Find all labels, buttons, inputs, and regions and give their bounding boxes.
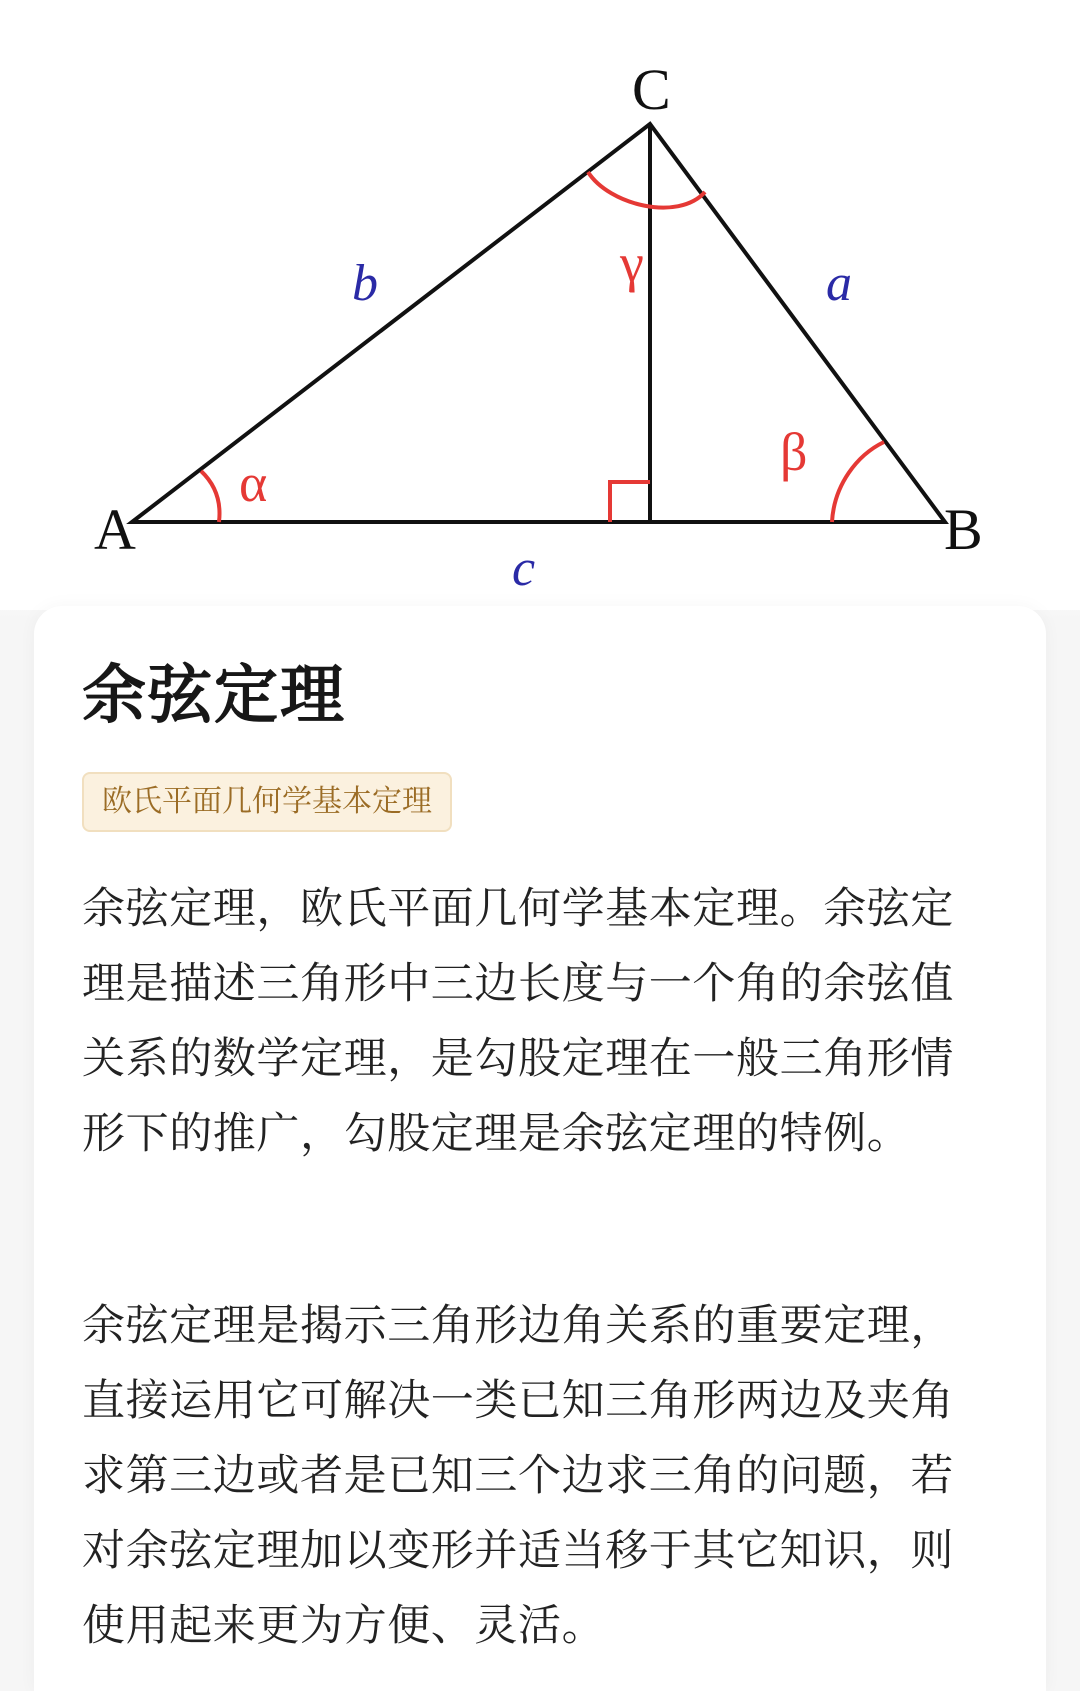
right-angle-mark (610, 482, 650, 522)
page-title: 余弦定理 (82, 659, 346, 733)
angle-alpha-label: α (239, 453, 268, 513)
side-b-label: b (352, 255, 378, 312)
vertex-a-label: A (94, 497, 136, 562)
article-paragraph-2: 余弦定理是揭示三角形边角关系的重要定理，直接运用它可解决一类已知三角形两边及夹角求第三边或者是已知三个边求三角的问题，若对余弦定理加以变形并适当移于其它知识，则使用起来更为方便、灵活。 (82, 1301, 954, 1651)
triangle-diagram-container (0, 0, 1080, 610)
article-card (34, 606, 1046, 1691)
triangle-diagram (0, 0, 1080, 610)
angle-alpha-arc (201, 471, 220, 522)
vertex-c-label: C (632, 57, 671, 122)
article-paragraph-1: 余弦定理，欧氏平面几何学基本定理。余弦定理是描述三角形中三边长度与一个角的余弦值关系的数学定理，是勾股定理在一般三角形情形下的推广，勾股定理是余弦定理的特例。 (82, 884, 954, 1159)
vertex-b-label: B (944, 497, 983, 562)
side-a-label: a (826, 255, 852, 312)
angle-gamma-label: γ (620, 233, 644, 293)
angle-beta-label: β (780, 422, 808, 482)
category-tag: 欧氏平面几何学基本定理 (82, 772, 452, 832)
angle-beta-arc (832, 442, 884, 522)
side-c-label: c (512, 540, 536, 597)
